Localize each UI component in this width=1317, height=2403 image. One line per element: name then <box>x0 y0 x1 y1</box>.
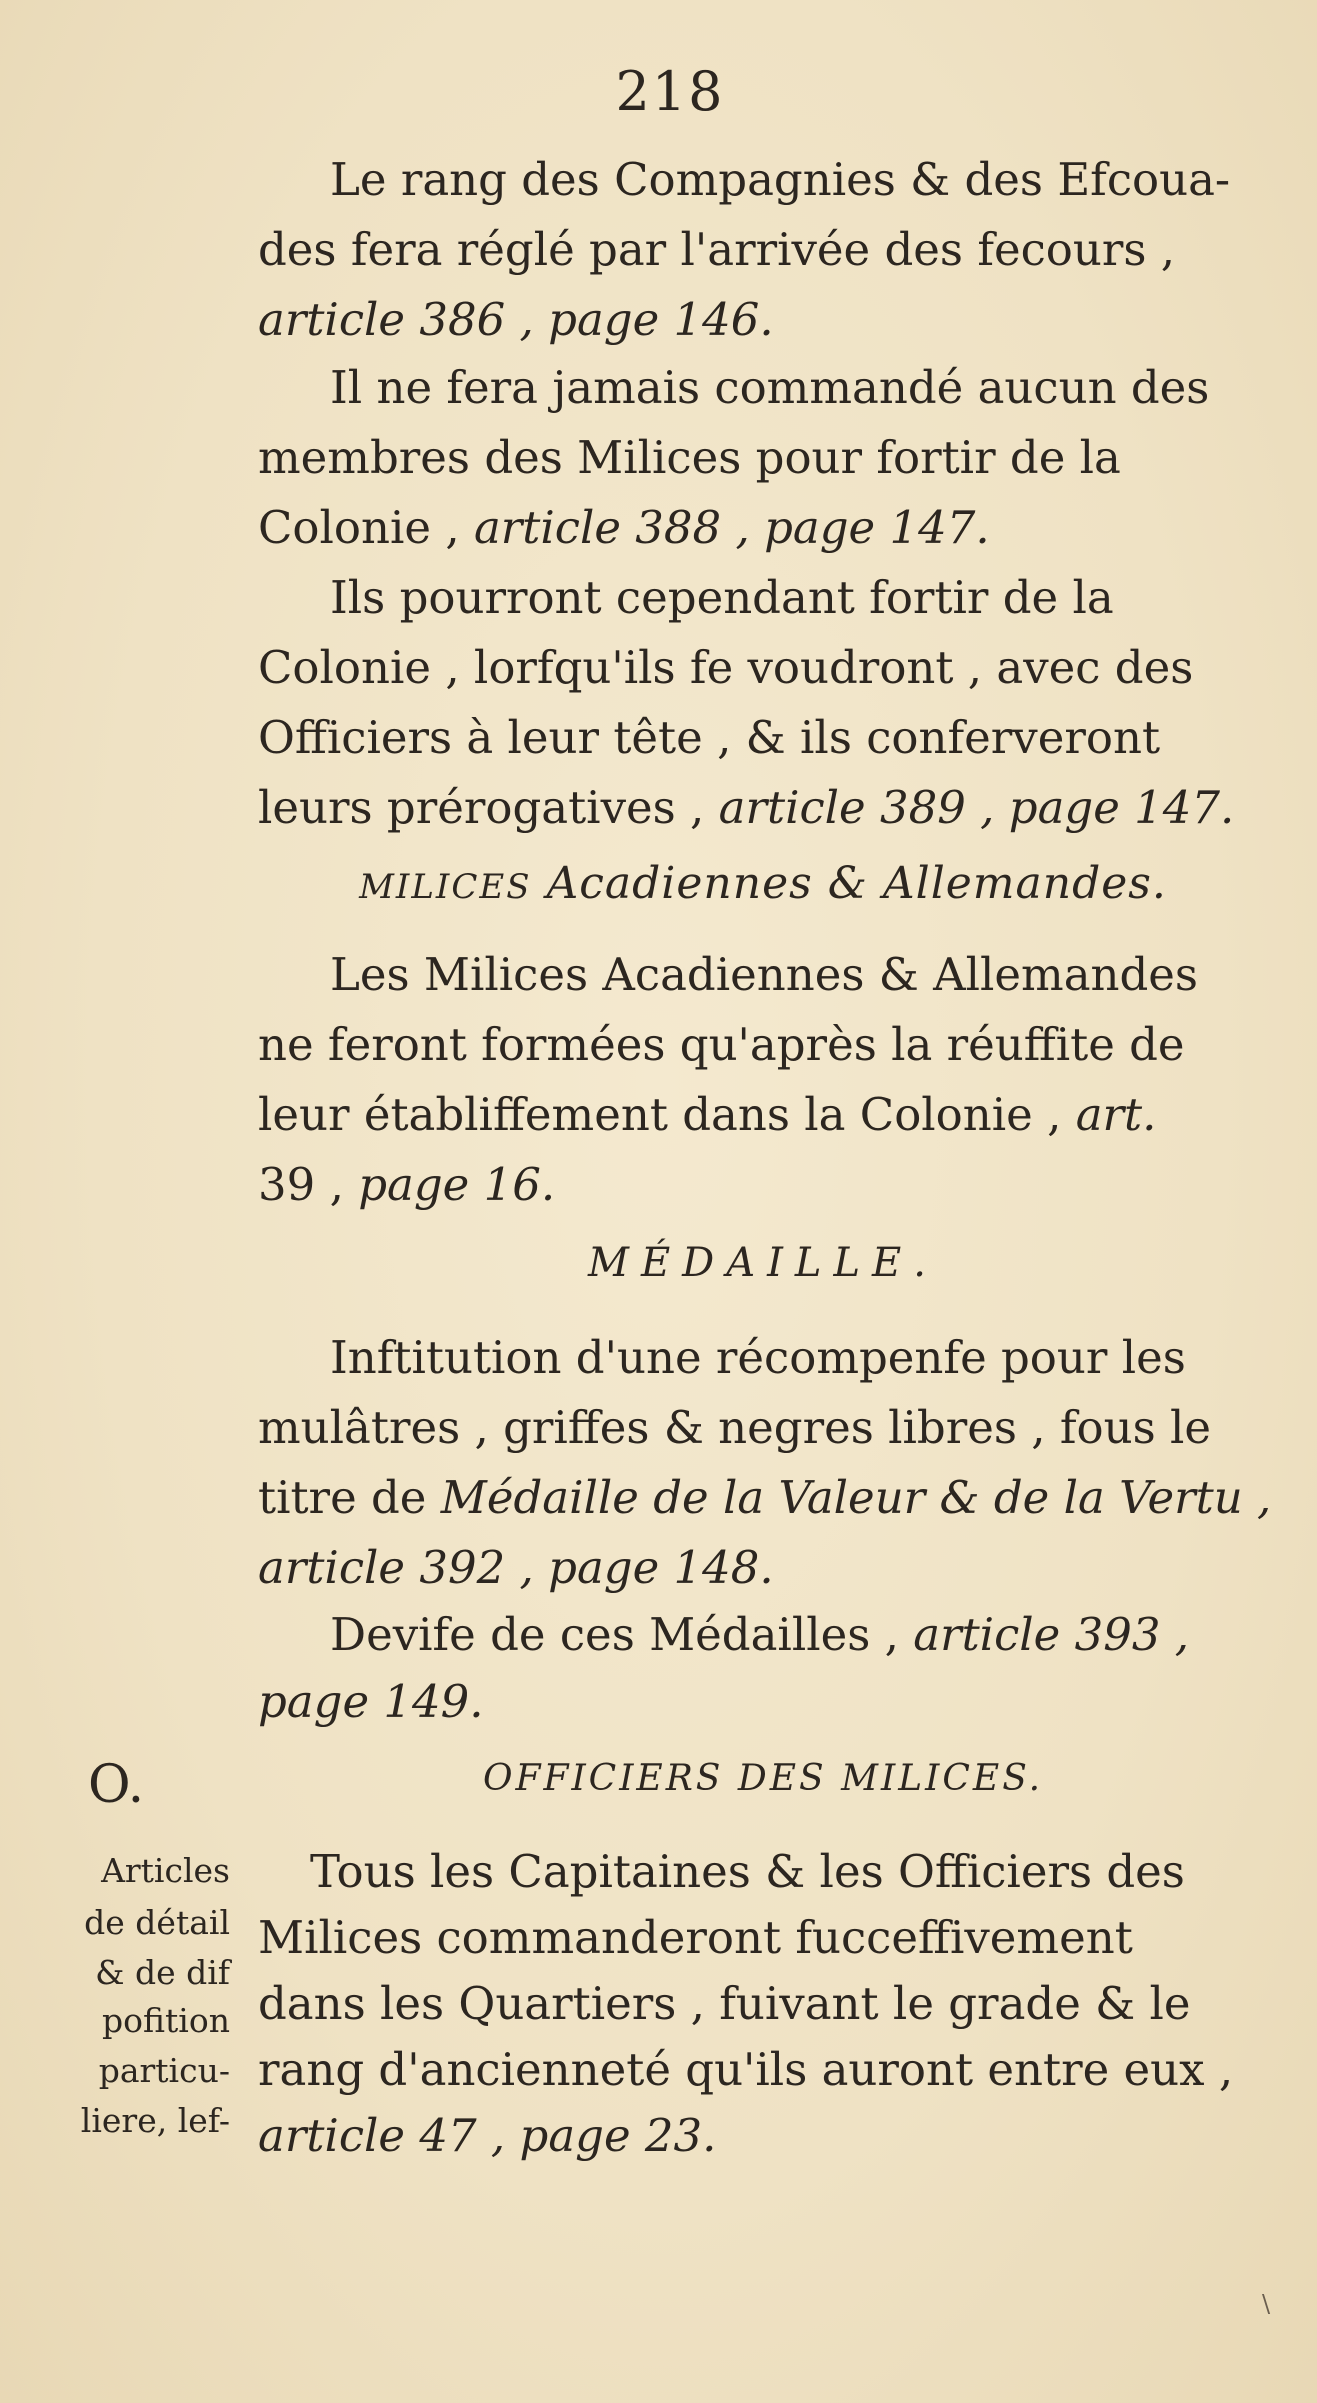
margin-note-line: liere, lef- <box>80 2101 230 2140</box>
text-line: Devife de ces Médailles , article 393 , <box>330 1608 1190 1661</box>
text-line: leurs prérogatives , article 389 , page 147. <box>258 781 1235 834</box>
text-line: dans les Quartiers , fuivant le grade & le <box>258 1977 1191 2030</box>
margin-note-line: & de dif <box>95 1953 230 1992</box>
text-line: leur établiffement dans la Colonie , art. <box>258 1088 1157 1141</box>
text-line: Les Milices Acadiennes & Allemandes <box>330 948 1199 1001</box>
text-line: article 386 , page 146. <box>258 293 774 346</box>
corner-mark: \ <box>1262 2290 1271 2318</box>
text-line: mulâtres , griffes & negres libres , fous le <box>258 1401 1212 1454</box>
text-line: rang d'ancienneté qu'ils auront entre eux , <box>258 2043 1234 2096</box>
text-line: page 149. <box>258 1675 484 1728</box>
section-letter: O. <box>88 1755 145 1815</box>
text-line: Ils pourront cependant fortir de la <box>330 571 1114 624</box>
text-line: Colonie , lorfqu'ils fe voudront , avec des <box>258 641 1194 694</box>
text-line: Colonie , article 388 , page 147. <box>258 501 990 554</box>
text-line: membres des Milices pour fortir de la <box>258 431 1121 484</box>
text-line: Milices commanderont fucceffivement <box>258 1911 1133 1964</box>
section-heading: OFFICIERS DES MILICES. <box>482 1758 1044 1799</box>
page-number: 218 <box>615 60 725 123</box>
margin-note-line: de détail <box>84 1903 230 1942</box>
text-line: Tous les Capitaines & les Officiers des <box>310 1845 1185 1898</box>
text-line: 39 , page 16. <box>258 1158 556 1211</box>
text-line: article 392 , page 148. <box>258 1541 774 1594</box>
margin-note-line: particu- <box>98 2051 230 2090</box>
text-line: des fera réglé par l'arrivée des fecours , <box>258 223 1176 276</box>
section-heading: MILICES Acadiennes & Allemandes. <box>359 858 1167 909</box>
text-line: ne feront formées qu'après la réuffite de <box>258 1018 1185 1071</box>
margin-note-line: Articles <box>101 1851 230 1890</box>
text-line: titre de Médaille de la Valeur & de la Vertu , <box>258 1471 1272 1524</box>
section-heading: MÉDAILLE. <box>588 1240 938 1286</box>
text-line: Le rang des Compagnies & des Efcoua- <box>330 153 1231 206</box>
text-line: Inftitution d'une récompenfe pour les <box>330 1331 1186 1384</box>
text-line: Il ne fera jamais commandé aucun des <box>330 361 1210 414</box>
text-line: article 47 , page 23. <box>258 2109 717 2162</box>
margin-note-line: pofition <box>102 2001 230 2040</box>
text-line: Officiers à leur tête , & ils conferveront <box>258 711 1161 764</box>
